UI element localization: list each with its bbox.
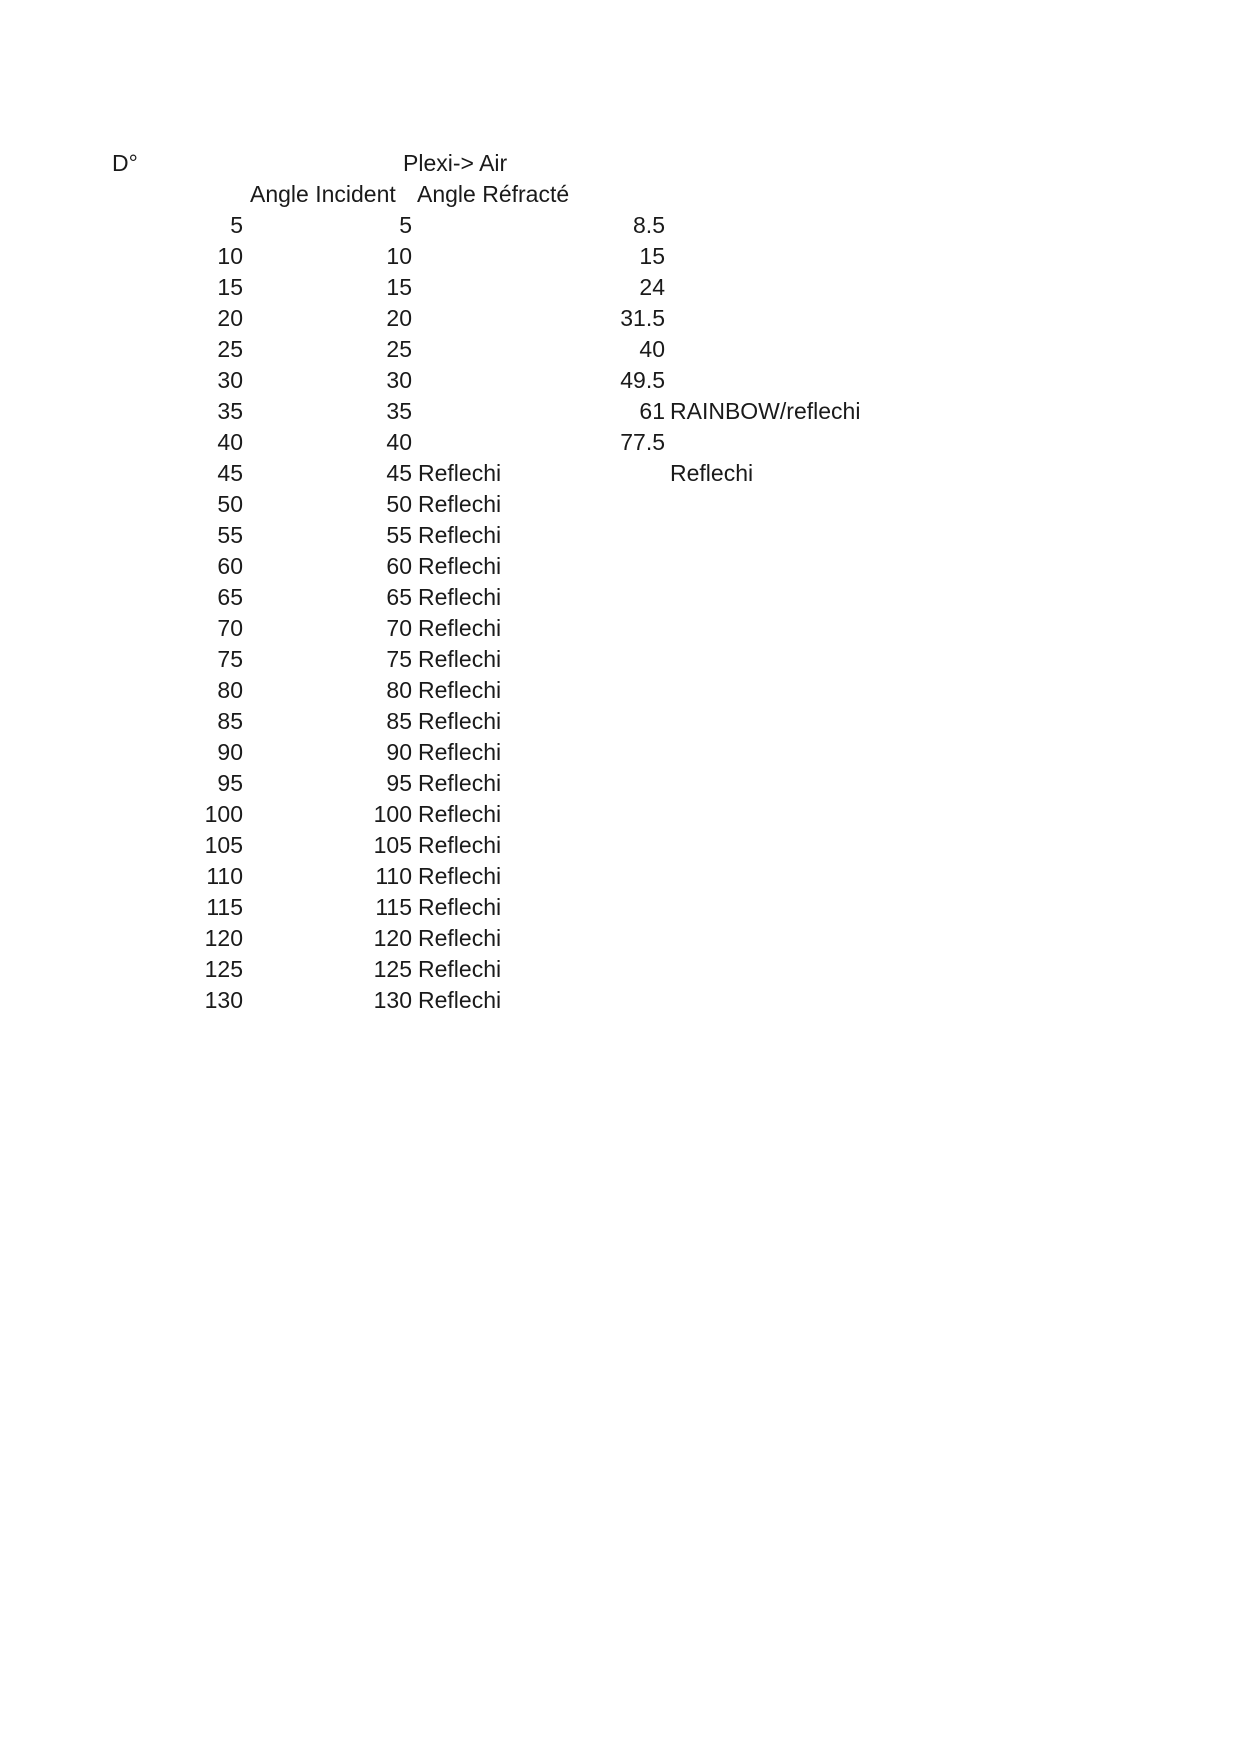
degree-value: 45 xyxy=(217,460,243,486)
incident-value: 55 xyxy=(386,522,412,548)
incident-note: Reflechi xyxy=(418,770,502,796)
refracted-note: RAINBOW/reflechi xyxy=(670,398,861,424)
incident-note: Reflechi xyxy=(418,863,502,889)
degree-value: 85 xyxy=(217,708,243,734)
incident-value: 130 xyxy=(373,987,412,1013)
degree-value: 40 xyxy=(217,429,243,455)
table-row xyxy=(0,551,1241,582)
degree-value: 125 xyxy=(204,956,243,982)
incident-note: Reflechi xyxy=(418,460,502,486)
incident-note: Reflechi xyxy=(418,956,502,982)
table-row xyxy=(0,954,1241,985)
degree-value: 60 xyxy=(217,553,243,579)
degree-value: 130 xyxy=(204,987,243,1013)
incident-value: 20 xyxy=(386,305,412,331)
incident-value: 10 xyxy=(386,243,412,269)
degree-value: 10 xyxy=(217,243,243,269)
table-row xyxy=(0,582,1241,613)
refracted-value: 77.5 xyxy=(620,429,665,455)
incident-value: 125 xyxy=(373,956,412,982)
incident-value: 35 xyxy=(386,398,412,424)
table-row xyxy=(0,303,1241,334)
incident-value: 70 xyxy=(386,615,412,641)
incident-note: Reflechi xyxy=(418,739,502,765)
table-row xyxy=(0,427,1241,458)
incident-value: 90 xyxy=(386,739,412,765)
table-row xyxy=(0,923,1241,954)
incident-note: Reflechi xyxy=(418,491,502,517)
incident-value: 30 xyxy=(386,367,412,393)
incident-value: 5 xyxy=(399,212,412,238)
table-row xyxy=(0,985,1241,1016)
degree-value: 15 xyxy=(217,274,243,300)
incident-note: Reflechi xyxy=(418,553,502,579)
table-row xyxy=(0,365,1241,396)
incident-value: 65 xyxy=(386,584,412,610)
degree-value: 50 xyxy=(217,491,243,517)
incident-value: 60 xyxy=(386,553,412,579)
degree-column-label: D° xyxy=(112,150,138,176)
table-row xyxy=(0,892,1241,923)
column-header-angle-incident: Angle Incident xyxy=(250,181,396,207)
table-row xyxy=(0,830,1241,861)
refracted-value: 8.5 xyxy=(633,212,665,238)
degree-value: 55 xyxy=(217,522,243,548)
table-row xyxy=(0,272,1241,303)
incident-note: Reflechi xyxy=(418,584,502,610)
incident-value: 95 xyxy=(386,770,412,796)
degree-value: 115 xyxy=(206,894,243,920)
incident-note: Reflechi xyxy=(418,894,502,920)
table-row xyxy=(0,458,1241,489)
refracted-note: Reflechi xyxy=(670,460,754,486)
degree-value: 90 xyxy=(217,739,243,765)
table-row xyxy=(0,675,1241,706)
incident-value: 45 xyxy=(386,460,412,486)
incident-note: Reflechi xyxy=(418,925,502,951)
incident-value: 50 xyxy=(386,491,412,517)
table-row xyxy=(0,799,1241,830)
degree-value: 105 xyxy=(204,832,243,858)
refracted-value: 61 xyxy=(639,398,665,424)
table-row xyxy=(0,861,1241,892)
incident-value: 115 xyxy=(375,894,412,920)
table-row xyxy=(0,241,1241,272)
column-header-angle-refracte: Angle Réfracté xyxy=(417,181,570,207)
incident-value: 75 xyxy=(386,646,412,672)
incident-value: 105 xyxy=(373,832,412,858)
incident-value: 85 xyxy=(386,708,412,734)
degree-value: 100 xyxy=(204,801,243,827)
table-row xyxy=(0,706,1241,737)
degree-value: 25 xyxy=(217,336,243,362)
degree-value: 120 xyxy=(204,925,243,951)
incident-note: Reflechi xyxy=(418,522,502,548)
refracted-value: 49.5 xyxy=(620,367,665,393)
incident-note: Reflechi xyxy=(418,646,502,672)
incident-note: Reflechi xyxy=(418,987,502,1013)
refracted-value: 24 xyxy=(639,274,665,300)
degree-value: 65 xyxy=(217,584,243,610)
degree-value: 95 xyxy=(217,770,243,796)
section-title: Plexi-> Air xyxy=(403,150,508,176)
incident-value: 100 xyxy=(373,801,412,827)
incident-note: Reflechi xyxy=(418,832,502,858)
table-row xyxy=(0,768,1241,799)
table-row xyxy=(0,334,1241,365)
table-row xyxy=(0,644,1241,675)
degree-value: 35 xyxy=(217,398,243,424)
incident-value: 110 xyxy=(375,863,412,889)
degree-value: 20 xyxy=(217,305,243,331)
degree-value: 75 xyxy=(217,646,243,672)
table-row xyxy=(0,520,1241,551)
incident-value: 15 xyxy=(386,274,412,300)
incident-value: 40 xyxy=(386,429,412,455)
refracted-value: 40 xyxy=(639,336,665,362)
table-row xyxy=(0,613,1241,644)
incident-note: Reflechi xyxy=(418,708,502,734)
incident-note: Reflechi xyxy=(418,615,502,641)
incident-note: Reflechi xyxy=(418,801,502,827)
degree-value: 70 xyxy=(217,615,243,641)
incident-value: 120 xyxy=(373,925,412,951)
table-row xyxy=(0,396,1241,427)
refracted-value: 15 xyxy=(639,243,665,269)
table-row xyxy=(0,737,1241,768)
table-row xyxy=(0,210,1241,241)
degree-value: 80 xyxy=(217,677,243,703)
incident-value: 25 xyxy=(386,336,412,362)
degree-value: 110 xyxy=(206,863,243,889)
incident-value: 80 xyxy=(386,677,412,703)
refracted-value: 31.5 xyxy=(620,305,665,331)
incident-note: Reflechi xyxy=(418,677,502,703)
table-row xyxy=(0,489,1241,520)
degree-value: 30 xyxy=(217,367,243,393)
degree-value: 5 xyxy=(230,212,243,238)
